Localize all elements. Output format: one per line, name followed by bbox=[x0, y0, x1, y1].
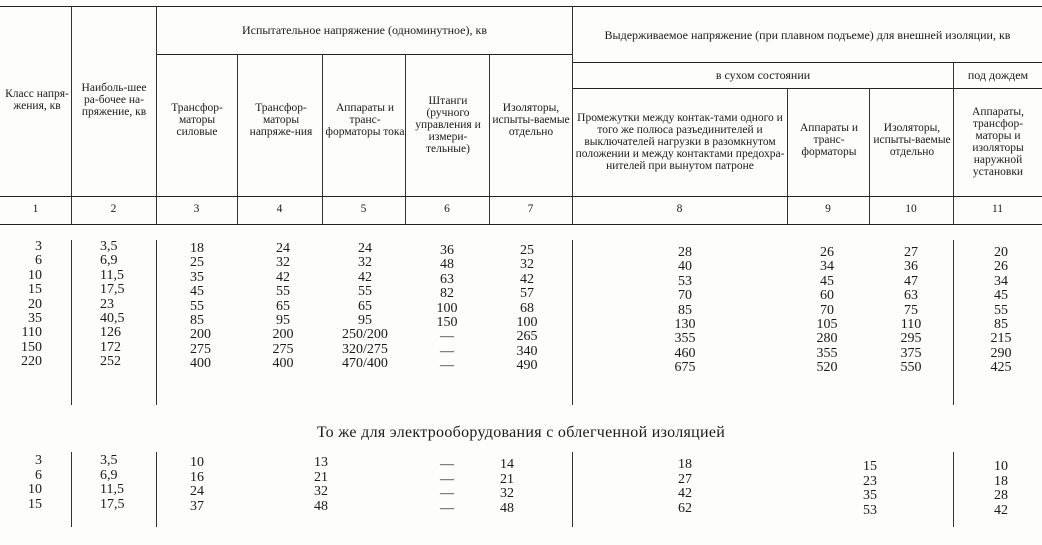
cell-r3-c4: 42 bbox=[276, 269, 290, 285]
cell-r8-c7: 340 bbox=[516, 343, 538, 359]
cell2-r4-c11: 42 bbox=[994, 502, 1008, 518]
cell2-r2-c11: 18 bbox=[994, 473, 1008, 489]
cell-r2-c11: 26 bbox=[994, 259, 1008, 275]
cell-r9-c8: 675 bbox=[674, 360, 696, 376]
cell-r5-c7: 68 bbox=[520, 300, 534, 316]
cell-r5-c3: 55 bbox=[190, 298, 204, 314]
cell2-r2-c8: 27 bbox=[678, 471, 692, 487]
cell2-r4-c3: 37 bbox=[190, 498, 204, 514]
cell2-r3-c7: 32 bbox=[500, 486, 514, 502]
vrule-5 bbox=[405, 54, 406, 224]
cell-r5-c11: 55 bbox=[994, 302, 1008, 318]
cell2-r2-c7: 21 bbox=[500, 471, 514, 487]
cell-r3-c11: 34 bbox=[994, 273, 1008, 289]
cell-r5-c4: 65 bbox=[276, 298, 290, 314]
cell2-r3-c6: — bbox=[440, 486, 454, 502]
cell-r9-c10: 550 bbox=[900, 360, 922, 376]
col-number-6: 6 bbox=[444, 203, 450, 215]
col-header-11: Аппараты, трансфор-маторы и изоляторы наружной установки bbox=[972, 106, 1024, 178]
cell2-r2-c45: 21 bbox=[314, 469, 328, 485]
vrule-1 bbox=[71, 6, 72, 224]
cell-r1-c6: 36 bbox=[440, 243, 454, 258]
cell-r3-c8: 53 bbox=[678, 273, 692, 289]
rule-group-withstand bbox=[573, 62, 1042, 63]
col-header-9: Аппараты и транс-форматоры bbox=[799, 122, 859, 158]
cell2-r2-c910: 23 bbox=[863, 473, 877, 489]
cell-r5-c5: 65 bbox=[358, 298, 372, 314]
cell-r7-c8: 355 bbox=[674, 331, 696, 347]
body2-vrule-10 bbox=[953, 452, 954, 527]
cell2-r1-c45: 13 bbox=[314, 455, 328, 470]
group-dry-header: в сухом состоянии bbox=[715, 68, 811, 82]
cell-r3-c10: 47 bbox=[904, 273, 918, 289]
cell-r7-c7: 265 bbox=[516, 329, 538, 345]
cell-r7-c11: 215 bbox=[990, 331, 1012, 347]
cell-r1-c4: 24 bbox=[276, 241, 290, 256]
cell-r4-c3: 45 bbox=[190, 284, 204, 300]
cell-r3-c5: 42 bbox=[358, 269, 372, 285]
cell-r6-c8: 130 bbox=[674, 317, 696, 332]
cell-r1-c3: 18 bbox=[190, 241, 204, 256]
cell-r4-c9: 60 bbox=[820, 288, 834, 304]
cell-r6-c2: 40,5 bbox=[100, 311, 125, 326]
cell-r8-c10: 375 bbox=[900, 345, 922, 361]
cell2-r4-c1: 15 bbox=[28, 496, 42, 512]
col-header-8: Промежутки между контак-тами одного и того же полюса разъединителей и выключателей нагрузки в разомкнутом положении и между контактами предохра-нителей при вынутом патроне bbox=[575, 112, 785, 172]
cell-r8-c8: 460 bbox=[674, 345, 696, 361]
cell2-r1-c11: 10 bbox=[994, 459, 1008, 474]
cell-r3-c7: 42 bbox=[520, 271, 534, 287]
cell-r6-c10: 110 bbox=[900, 317, 922, 332]
cell-r7-c10: 295 bbox=[900, 331, 922, 347]
cell-r2-c10: 36 bbox=[904, 259, 918, 275]
cell2-r3-c3: 24 bbox=[190, 484, 204, 500]
col-number-5: 5 bbox=[360, 203, 367, 215]
col-header-3: Трансфор-маторы силовые bbox=[171, 102, 223, 138]
group-withstand-header: Выдерживаемое напряжение (при плавном подъеме) для внешней изоляции, кв bbox=[604, 28, 1011, 42]
cell2-r1-c910: 15 bbox=[863, 459, 877, 474]
cell-r8-c11: 290 bbox=[990, 345, 1012, 361]
vrule-7 bbox=[572, 6, 573, 224]
cell-r2-c6: 48 bbox=[440, 257, 454, 273]
cell-r9-c4: 400 bbox=[272, 356, 294, 372]
cell-r1-c7: 25 bbox=[520, 243, 534, 258]
cell2-r4-c8: 62 bbox=[678, 500, 692, 516]
cell-r9-c11: 425 bbox=[990, 360, 1012, 376]
cell2-r1-c3: 10 bbox=[190, 455, 204, 470]
cell-r6-c9: 105 bbox=[816, 317, 838, 332]
cell2-r3-c910: 35 bbox=[863, 488, 877, 504]
cell2-r3-c2: 11,5 bbox=[100, 482, 124, 498]
col-number-2: 2 bbox=[110, 203, 117, 215]
cell-r9-c5: 470/400 bbox=[342, 356, 388, 372]
body2-vrule-7 bbox=[572, 452, 573, 527]
cell-r1-c8: 28 bbox=[678, 245, 692, 260]
col-number-4: 4 bbox=[276, 203, 283, 215]
cell-r8-c9: 355 bbox=[816, 345, 838, 361]
cell-r1-c2: 3,5 bbox=[100, 239, 118, 254]
body-vrule-1 bbox=[71, 240, 72, 405]
col-header-2: Наиболь-шее ра-бочее на-пряжение, кв bbox=[81, 82, 147, 118]
cell-r4-c8: 70 bbox=[678, 288, 692, 304]
cell-r4-c10: 63 bbox=[904, 288, 918, 304]
cell-r8-c4: 275 bbox=[272, 341, 294, 357]
col-number-10: 10 bbox=[905, 203, 917, 215]
cell-r4-c7: 57 bbox=[520, 286, 534, 302]
cell-r6-c6: 150 bbox=[436, 315, 458, 330]
cell2-r2-c1: 6 bbox=[35, 467, 42, 483]
cell-r9-c1: 220 bbox=[21, 354, 42, 370]
cell-r6-c5: 95 bbox=[358, 313, 372, 328]
cell-r1-c11: 20 bbox=[994, 245, 1008, 260]
cell-r2-c4: 32 bbox=[276, 255, 290, 271]
body2-vrule-2 bbox=[156, 452, 157, 527]
cell-r4-c11: 45 bbox=[994, 288, 1008, 304]
cell-r8-c5: 320/275 bbox=[342, 341, 388, 357]
col-header-10: Изоляторы, испыты-ваемые отдельно bbox=[873, 122, 951, 158]
cell-r9-c6: — bbox=[440, 358, 454, 374]
cell2-r2-c2: 6,9 bbox=[100, 467, 118, 483]
cell-r7-c5: 250/200 bbox=[342, 327, 388, 343]
vrule-3 bbox=[237, 54, 238, 224]
cell-r3-c3: 35 bbox=[190, 269, 204, 285]
cell-r2-c8: 40 bbox=[678, 259, 692, 275]
col-header-6: Штанги (ручного управления и измери-тельные) bbox=[415, 95, 481, 155]
cell-r5-c10: 75 bbox=[904, 302, 918, 318]
cell2-r3-c11: 28 bbox=[994, 488, 1008, 504]
cell-r5-c8: 85 bbox=[678, 302, 692, 318]
cell-r8-c3: 275 bbox=[190, 341, 211, 357]
cell-r6-c7: 100 bbox=[516, 315, 538, 330]
col-header-1: Класс напря-жения, кв bbox=[5, 88, 69, 112]
rule-numbers-bottom bbox=[0, 224, 1042, 225]
col-header-4: Трансфор-маторы напряже-ния bbox=[249, 102, 313, 138]
cell-r5-c9: 70 bbox=[820, 302, 834, 318]
col-header-7: Изоляторы, испыты-ваемые отдельно bbox=[492, 102, 570, 138]
body-vrule-7 bbox=[572, 240, 573, 405]
cell-r8-c6: — bbox=[440, 343, 454, 359]
cell-r6-c1: 35 bbox=[28, 311, 42, 326]
group-rain-header: под дождем bbox=[967, 68, 1029, 82]
col-number-9: 9 bbox=[825, 203, 831, 215]
cell-r7-c3: 200 bbox=[190, 327, 211, 343]
group-test-header: Испытательное напряжение (одноминутное), кв bbox=[242, 23, 487, 37]
cell2-r4-c45: 48 bbox=[314, 498, 328, 514]
cell-r3-c9: 45 bbox=[820, 273, 834, 289]
cell-r8-c2: 172 bbox=[100, 339, 121, 355]
cell-r7-c9: 280 bbox=[816, 331, 838, 347]
cell-r7-c2: 126 bbox=[100, 325, 121, 341]
cell-r6-c4: 95 bbox=[276, 313, 290, 328]
col-number-1: 1 bbox=[32, 203, 39, 215]
cell2-r4-c2: 17,5 bbox=[100, 496, 125, 512]
cell-r1-c5: 24 bbox=[358, 241, 372, 256]
cell2-r3-c45: 32 bbox=[314, 484, 328, 500]
cell-r9-c7: 490 bbox=[516, 358, 538, 374]
cell-r7-c4: 200 bbox=[272, 327, 294, 343]
col-number-8: 8 bbox=[676, 203, 683, 215]
cell2-r1-c8: 18 bbox=[678, 457, 692, 472]
cell-r7-c6: — bbox=[440, 329, 454, 345]
col-number-7: 7 bbox=[527, 203, 534, 215]
cell-r4-c4: 55 bbox=[276, 284, 290, 300]
cell-r4-c5: 55 bbox=[358, 284, 372, 300]
cell-r2-c5: 32 bbox=[358, 255, 372, 271]
cell2-r3-c1: 10 bbox=[28, 482, 42, 498]
cell-r9-c3: 400 bbox=[190, 356, 211, 372]
body-vrule-2 bbox=[156, 240, 157, 405]
body2-vrule-1 bbox=[71, 452, 72, 527]
vrule-4 bbox=[322, 54, 323, 224]
cell-r6-c3: 85 bbox=[190, 313, 204, 328]
cell-r8-c1: 150 bbox=[21, 339, 42, 355]
cell-r5-c1: 20 bbox=[28, 296, 42, 312]
cell-r7-c1: 110 bbox=[21, 325, 42, 341]
col-header-5: Аппараты и транс-форматоры тока bbox=[325, 102, 405, 138]
cell-r9-c2: 252 bbox=[100, 354, 121, 370]
cell-r4-c2: 17,5 bbox=[100, 282, 125, 298]
cell-r2-c1: 6 bbox=[35, 253, 42, 269]
body-vrule-10 bbox=[953, 240, 954, 405]
cell-r4-c1: 15 bbox=[28, 282, 42, 298]
cell-r3-c2: 11,5 bbox=[100, 267, 124, 283]
cell-r3-c6: 63 bbox=[440, 271, 454, 287]
cell-r4-c6: 82 bbox=[440, 286, 454, 302]
rule-group-dry bbox=[573, 88, 1042, 89]
col-number-3: 3 bbox=[193, 203, 200, 215]
cell2-r2-c3: 16 bbox=[190, 469, 204, 485]
cell-r5-c6: 100 bbox=[436, 300, 458, 316]
cell-r2-c9: 34 bbox=[820, 259, 834, 275]
cell-r1-c9: 26 bbox=[820, 245, 834, 260]
cell-r9-c9: 520 bbox=[816, 360, 838, 376]
cell2-r1-c7: 14 bbox=[500, 457, 514, 472]
cell-r1-c10: 27 bbox=[904, 245, 918, 260]
cell-r2-c7: 32 bbox=[520, 257, 534, 273]
cell2-r4-c6: — bbox=[440, 500, 454, 516]
rule-group-test bbox=[157, 54, 572, 55]
cell2-r3-c8: 42 bbox=[678, 486, 692, 502]
cell2-r1-c1: 3 bbox=[35, 453, 42, 468]
cell2-r1-c6: — bbox=[440, 457, 454, 472]
cell-r2-c2: 6,9 bbox=[100, 253, 118, 269]
cell-r2-c3: 25 bbox=[190, 255, 204, 271]
col-number-11: 11 bbox=[991, 203, 1004, 215]
cell-r1-c1: 3 bbox=[35, 239, 42, 254]
cell-r3-c1: 10 bbox=[28, 267, 42, 283]
cell-r5-c2: 23 bbox=[100, 296, 114, 312]
cell2-r1-c2: 3,5 bbox=[100, 453, 118, 468]
cell-r6-c11: 85 bbox=[994, 317, 1008, 332]
cell2-r4-c910: 53 bbox=[863, 502, 877, 518]
cell2-r4-c7: 48 bbox=[500, 500, 514, 516]
section-subtitle: То же для электрооборудования с облегченной изоляцией bbox=[316, 424, 726, 441]
cell2-r2-c6: — bbox=[440, 471, 454, 487]
